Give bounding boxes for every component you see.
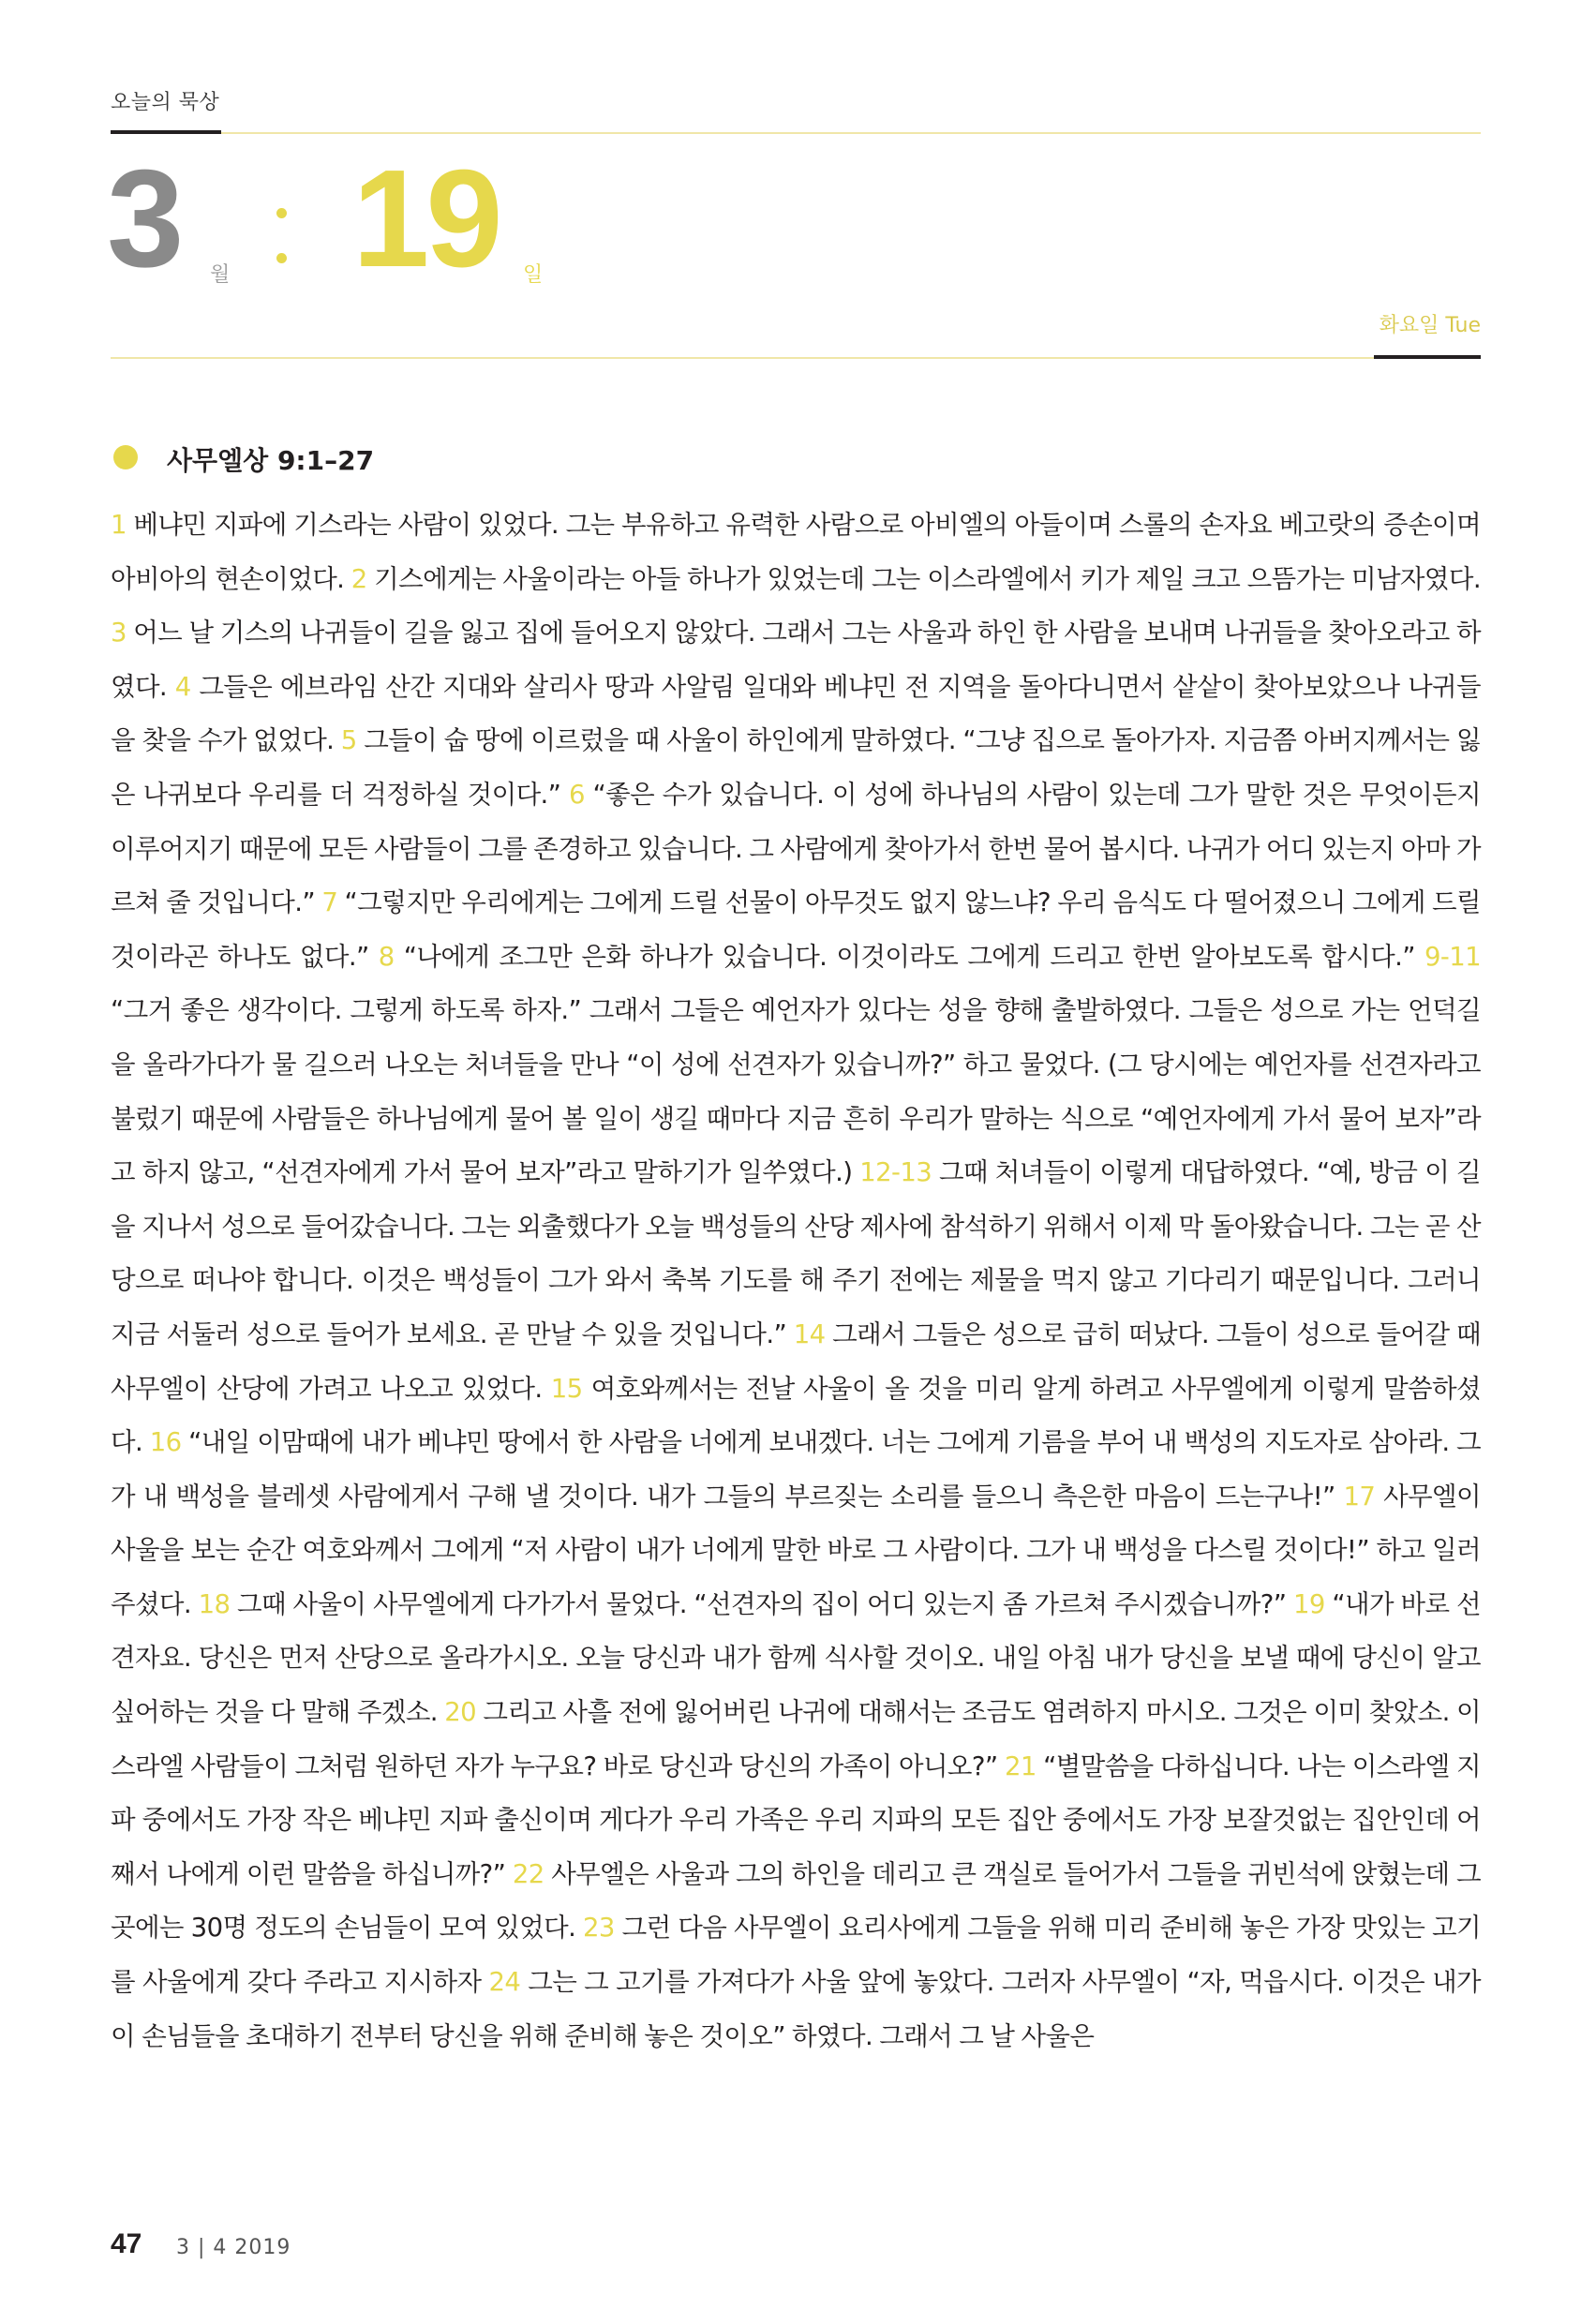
- header-divider: [111, 357, 1481, 359]
- verse-number: 21: [1004, 1750, 1037, 1781]
- verse-number: 18: [198, 1588, 231, 1619]
- verse-number: 20: [444, 1697, 477, 1728]
- verse-number: 22: [512, 1858, 544, 1889]
- verse-number: 2: [351, 563, 367, 594]
- verse-number: 8: [378, 941, 395, 972]
- verse-text: “별말씀을 다하십니다. 나는 이스라엘 지파 중에서도 가장 작은 베냐민 지파 출신이며 게다가 우리 가족은 우리 지파의 모든 집안 중에서도 가장 보잘것없는 집안인데 어째서 나에게 이런 말씀을 하십니까?”: [111, 1750, 1481, 1889]
- scripture-text: [111, 499, 1481, 2063]
- verse-number: 16: [149, 1427, 182, 1458]
- verse-number: 19: [1292, 1588, 1325, 1619]
- verse-text: 어느 날 기스의 나귀들이 길을 잃고 집에 들어오지 않았다. 그래서 그는 사울과 하인 한 사람을 보내며 나귀들을 찾아오라고 하였다.: [111, 618, 1481, 702]
- verse-number: 5: [340, 725, 357, 756]
- verse-text: “그렇지만 우리에게는 그에게 드릴 선물이 아무것도 없지 않느냐? 우리 음식도 다 떨어졌으니 그에게 드릴 것이라곤 하나도 없다.”: [111, 887, 1481, 972]
- verse-number: 3: [111, 618, 127, 648]
- verse-number: 24: [488, 1967, 521, 1998]
- weekday-label: 화요일 Tue: [1379, 314, 1481, 337]
- bullet-dot-icon: [113, 445, 138, 469]
- top-divider-accent: [111, 130, 221, 134]
- verse-number: 6: [568, 779, 585, 810]
- verse-text: 그때 처녀들이 이렇게 대답하였다. “예, 방금 이 길을 지나서 성으로 들어갔습니다. 그는 외출했다가 오늘 백성들의 산당 제사에 참석하기 위해서 이제 막 돌아왔습니다. 그는 곧 산당으로 떠나야 합니다. 이것은 백성들이 그가 와서 축복 기도를 해 주기 전에는 제물을 먹지 않고 기다리기 때문입니다. 그러니 지금 서둘러 성으로 들어가 보세요. 곧 만날 수 있을 것입니다.”: [111, 1157, 1481, 1349]
- verse-text: 기스에게는 사울이라는 아들 하나가 있었는데 그는 이스라엘에서 키가 제일 크고 으뜸가는 미남자였다.: [374, 563, 1481, 594]
- top-divider: [111, 132, 1481, 134]
- month-unit: 월: [210, 263, 231, 287]
- section-label: 오늘의 묵상: [111, 91, 220, 114]
- verse-text: “좋은 수가 있습니다. 이 성에 하나님의 사람이 있는데 그가 말한 것은 무엇이든지 이루어지기 때문에 모든 사람들이 그를 존경하고 있습니다. 그 사람에게 찾아가서 한번 물어 봅시다. 나귀가 어디 있는지 아마 가르쳐 줄 것입니다.”: [111, 779, 1481, 918]
- verse-text: “그거 좋은 생각이다. 그렇게 하도록 하자.” 그래서 그들은 예언자가 있다는 성을 향해 출발하였다. 그들은 성으로 가는 언덕길을 올라가다가 물 길으러 나오는 처녀들을 만나 “이 성에 선견자가 있습니까?” 하고 물었다. (그 당시에는 예언자를 선견자라고 불렀기 때문에 사람들은 하나님에게 물어 볼 일이 생길 때마다 지금 흔히 우리가 말하는 식으로 “예언자에게 가서 물어 보자”라고 하지 않고, “선견자에게 가서 물어 보자”라고 말하기가 일쑤였다.): [111, 995, 1481, 1188]
- verse-text: 그는 그 고기를 가져다가 사울 앞에 놓았다. 그러자 사무엘이 “자, 먹읍시다. 이것은 내가 이 손님들을 초대하기 전부터 당신을 위해 준비해 놓은 것이오” 하였다. 그래서 그 날 사울은: [111, 1967, 1481, 2051]
- day-unit: 일: [523, 263, 544, 287]
- verse-text: 베냐민 지파에 기스라는 사람이 있었다. 그는 부유하고 유력한 사람으로 아비엘의 아들이며 스롤의 손자요 베고랏의 증손이며 아비아의 현손이었다.: [111, 510, 1481, 594]
- verse-number: 12-13: [859, 1157, 932, 1188]
- verse-number: 14: [793, 1318, 826, 1349]
- verse-number: 4: [174, 671, 191, 702]
- verse-number: 17: [1343, 1481, 1376, 1512]
- verse-text: 그들이 숩 땅에 이르렀을 때 사울이 하인에게 말하였다. “그냥 집으로 돌아가자. 지금쯤 아버지께서는 잃은 나귀보다 우리를 더 걱정하실 것이다.”: [111, 725, 1481, 810]
- day-number: 19: [352, 142, 500, 296]
- verse-number: 1: [111, 510, 127, 540]
- verse-number: 7: [321, 887, 338, 918]
- verse-number: 9-11: [1424, 941, 1481, 972]
- verse-number: 15: [550, 1373, 583, 1404]
- verse-text: “내가 바로 선견자요. 당신은 먼저 산당으로 올라가시오. 오늘 당신과 내가 함께 식사할 것이오. 내일 아침 내가 당신을 보낼 때에 당신이 알고 싶어하는 것을 다 말해 주겠소.: [111, 1588, 1481, 1728]
- verse-text: 사무엘이 사울을 보는 순간 여호와께서 그에게 “저 사람이 내가 너에게 말한 바로 그 사람이다. 그가 내 백성을 다스릴 것이다!” 하고 일러 주셨다.: [111, 1481, 1481, 1619]
- month-number: 3: [107, 142, 185, 296]
- page-number: 47: [111, 2228, 142, 2259]
- verse-text: 그래서 그들은 성으로 급히 떠났다. 그들이 성으로 들어갈 때 사무엘이 산당에 가려고 나오고 있었다.: [111, 1318, 1481, 1404]
- verse-text: 그들은 에브라임 산간 지대와 살리사 땅과 사알림 일대와 베냐민 전 지역을 돌아다니면서 샅샅이 찾아보았으나 나귀들을 찾을 수가 없었다.: [111, 671, 1481, 756]
- verse-number: 23: [583, 1913, 615, 1944]
- date-colon: [275, 208, 290, 266]
- passage-reference: 사무엘상 9:1–27: [167, 445, 375, 476]
- verse-text: 그런 다음 사무엘이 요리사에게 그들을 위해 미리 준비해 놓은 가장 맛있는 고기를 사울에게 갖다 주라고 지시하자: [111, 1913, 1481, 1998]
- verse-text: 그때 사울이 사무엘에게 다가가서 물었다. “선견자의 집이 어디 있는지 좀 가르쳐 주시겠습니까?”: [237, 1588, 1287, 1619]
- verse-text: “나에게 조그만 은화 하나가 있습니다. 이것이라도 그에게 드리고 한번 알아보도록 합시다.”: [403, 941, 1415, 972]
- verse-text: 그리고 사흘 전에 잃어버린 나귀에 대해서는 조금도 염려하지 마시오. 그것은 이미 찾았소. 이스라엘 사람들이 그처럼 원하던 자가 누구요? 바로 당신과 당신의 가족이 아니오?”: [111, 1697, 1481, 1781]
- verse-text: 사무엘은 사울과 그의 하인을 데리고 큰 객실로 들어가서 그들을 귀빈석에 앉혔는데 그 곳에는 30명 정도의 손님들이 모여 있었다.: [111, 1858, 1481, 1944]
- verse-text: 여호와께서는 전날 사울이 올 것을 미리 알게 하려고 사무엘에게 이렇게 말씀하셨다.: [111, 1373, 1481, 1458]
- verse-text: “내일 이맘때에 내가 베냐민 땅에서 한 사람을 너에게 보내겠다. 너는 그에게 기름을 부어 내 백성의 지도자로 삼아라. 그가 내 백성을 블레셋 사람에게서 구해 낼 것이다. 내가 그들의 부르짖는 소리를 들으니 측은한 마음이 드는구나!”: [111, 1427, 1481, 1512]
- issue-date: 3 | 4 2019: [176, 2236, 291, 2259]
- header-divider-accent: [1374, 355, 1481, 359]
